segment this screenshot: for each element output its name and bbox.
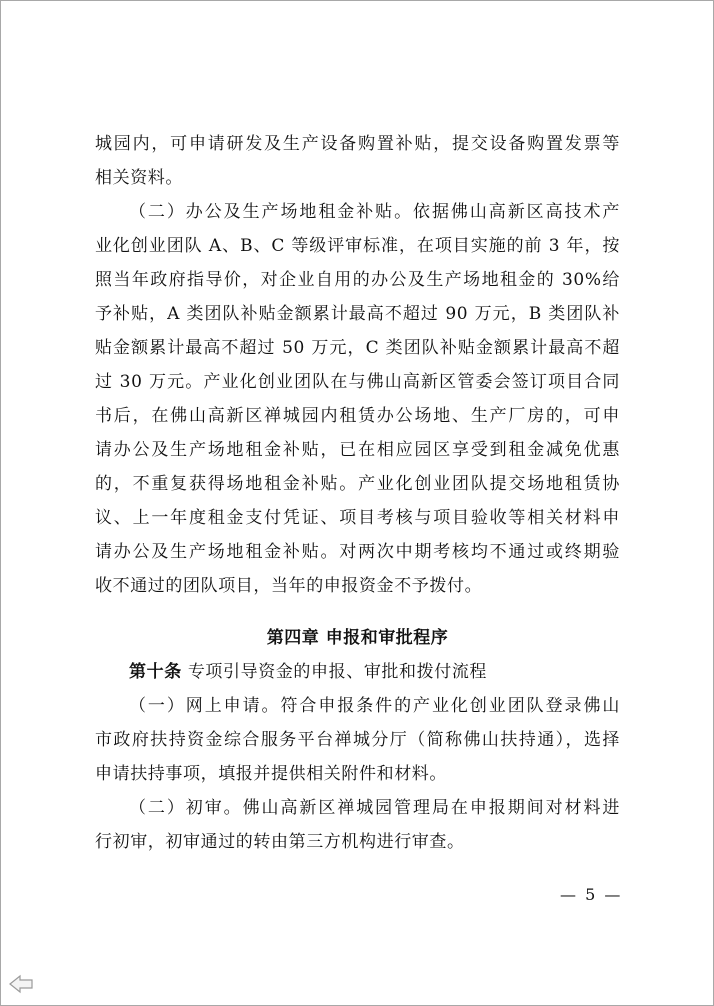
text-line: 申请扶持事项，填报并提供相关附件和材料。 bbox=[95, 764, 447, 784]
text-line: （二）办公及生产场地租金补贴。依据佛山高新区高技术产 bbox=[129, 202, 620, 222]
article-line bbox=[95, 655, 620, 689]
text-line: 市政府扶持资金综合服务平台禅城分厅（简称佛山扶持通），选择 bbox=[95, 730, 620, 750]
article-label: 第十条 bbox=[129, 662, 182, 682]
page-number: — 5 — bbox=[560, 885, 623, 904]
chapter-title: 第四章 申报和审批程序 bbox=[266, 628, 449, 648]
article-text: 专项引导资金的申报、审批和拨付流程 bbox=[181, 662, 488, 682]
text-line: 的，不重复获得场地租金补贴。产业化创业团队提交场地租赁协 bbox=[95, 474, 620, 494]
back-arrow-icon[interactable] bbox=[8, 974, 34, 994]
text-line: 予补贴，A 类团队补贴金额累计最高不超过 90 万元，B 类团队补 bbox=[95, 304, 620, 324]
text-line: 照当年政府指导价，对企业自用的办公及生产场地租金的 30%给 bbox=[95, 270, 620, 290]
text-line: 过 30 万元。产业化创业团队在与佛山高新区管委会签订项目合同 bbox=[95, 372, 620, 392]
text-line: 城园内，可申请研发及生产设备购置补贴，提交设备购置发票等 bbox=[95, 134, 620, 154]
text-line: 议、上一年度租金支付凭证、项目考核与项目验收等相关材料申 bbox=[95, 508, 620, 528]
text-line: （二）初审。佛山高新区禅城园管理局在申报期间对材料进 bbox=[129, 798, 620, 818]
document-page bbox=[95, 127, 620, 859]
text-line: 相关资料。 bbox=[95, 168, 183, 188]
text-line: 行初审，初审通过的转由第三方机构进行审查。 bbox=[95, 832, 465, 852]
text-line: 贴金额累计最高不超过 50 万元，C 类团队补贴金额累计最高不超 bbox=[95, 338, 620, 358]
text-line: 请办公及生产场地租金补贴，已在相应园区享受到租金减免优惠 bbox=[95, 440, 620, 460]
text-line: （一）网上申请。符合申报条件的产业化创业团队登录佛山 bbox=[129, 696, 620, 716]
text-line: 书后，在佛山高新区禅城园内租赁办公场地、生产厂房的，可申 bbox=[95, 406, 620, 426]
text-line: 请办公及生产场地租金补贴。对两次中期考核均不通过或终期验 bbox=[95, 542, 620, 562]
text-line: 收不通过的团队项目，当年的申报资金不予拨付。 bbox=[95, 576, 483, 596]
text-line: 业化创业团队 A、B、C 等级评审标准，在项目实施的前 3 年，按 bbox=[95, 236, 620, 256]
